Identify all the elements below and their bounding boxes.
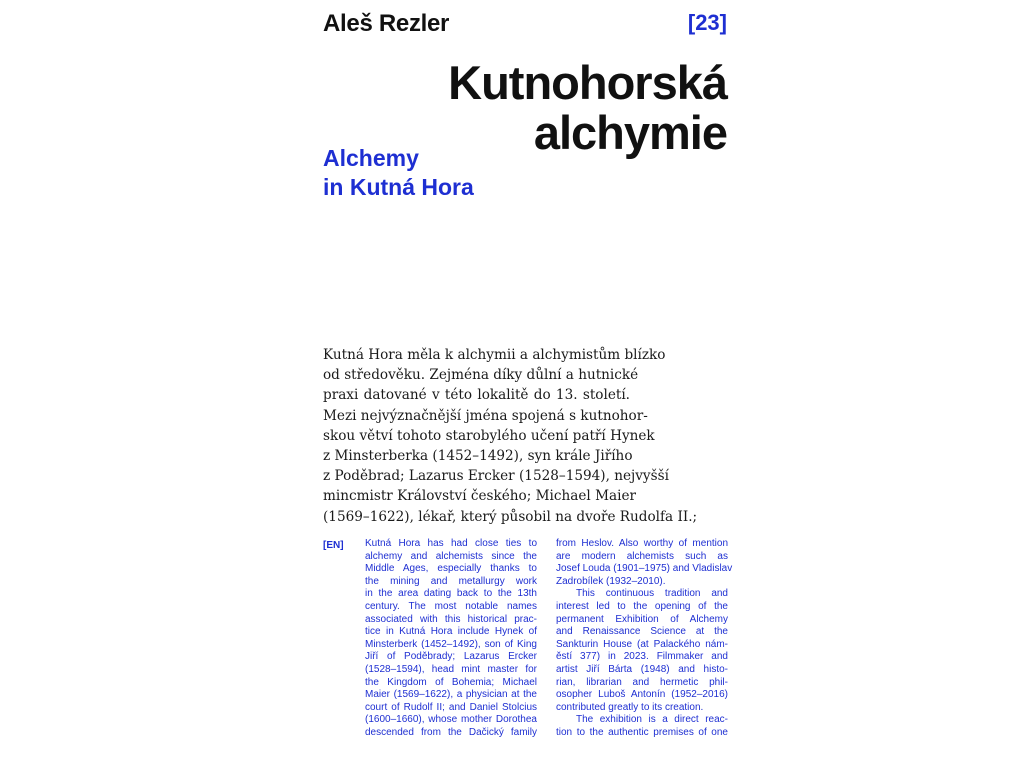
czech-text-line: z Poděbrad; Lazarus Ercker (1528–1594), nejvyšší bbox=[323, 468, 669, 485]
english-title bbox=[323, 144, 474, 202]
english-section-label: [EN] bbox=[323, 540, 344, 551]
english-text-line: Josef Louda (1901–1975) and Vladislav bbox=[556, 563, 733, 575]
english-text-line: permanent Exhibition of Alchemy bbox=[556, 613, 728, 625]
english-text-line: Sankturin House (at Palackého nám- bbox=[556, 638, 728, 650]
english-text-line: ěstí 377) in 2023. Filmmaker and bbox=[556, 651, 728, 663]
english-column-2 bbox=[556, 538, 733, 740]
czech-text-line: Mezi nejvýznačnější jména spojená s kutnohor- bbox=[323, 407, 648, 424]
czech-text-line: od středověku. Zejména díky důlní a hutnické bbox=[323, 367, 639, 384]
czech-title-line: Kutnohorská bbox=[448, 56, 727, 109]
english-text-line: rian, librarian and hermetic phil- bbox=[556, 676, 728, 688]
english-text-line: associated with this historical prac- bbox=[365, 613, 537, 625]
czech-title bbox=[448, 58, 727, 158]
english-text-line: Zadrobílek (1932–2010). bbox=[556, 575, 666, 587]
czech-text-line: Kutná Hora měla k alchymii a alchymistům blízko bbox=[323, 347, 666, 363]
czech-title-line: alchymie bbox=[533, 106, 727, 159]
english-text-line: (1600–1660), whose mother Dorothea bbox=[365, 714, 537, 726]
english-text-line: Kutná Hora has had close ties to bbox=[365, 538, 537, 549]
author-name: Aleš Rezler bbox=[323, 10, 450, 37]
english-text-line: osopher Luboš Antonín (1952–2016) bbox=[556, 689, 728, 701]
english-text-line: from Heslov. Also worthy of mention bbox=[556, 538, 728, 549]
english-text-line: century. The most notable names bbox=[365, 600, 537, 612]
czech-paragraph bbox=[323, 345, 698, 527]
english-text-line: tice in Kutná Hora include Hynek of bbox=[365, 626, 537, 638]
english-column-1 bbox=[365, 538, 537, 740]
english-text-line: Jiří of Poděbrady; Lazarus Ercker bbox=[365, 651, 537, 663]
english-text-line: alchemy and alchemists since the bbox=[365, 550, 537, 562]
english-text-line: court of Rudolf II; and Daniel Stolcius bbox=[365, 701, 537, 713]
english-text-line: Maier (1569–1622), a physician at the bbox=[365, 689, 537, 701]
english-text-line: (1528–1594), head mint master for bbox=[365, 663, 537, 675]
czech-text-line: skou větví tohoto starobylého učení patří Hynek bbox=[323, 427, 655, 444]
english-text-line: the mining and metallurgy work bbox=[365, 575, 537, 587]
czech-text-line: praxi datované v této lokalitě do 13. století. bbox=[323, 387, 630, 404]
english-text-line: descended from the Dačický family bbox=[365, 726, 537, 738]
english-text-line: the Kingdom of Bohemia; Michael bbox=[365, 676, 537, 688]
english-text-line: Minsterberk (1452–1492), son of King bbox=[365, 638, 537, 650]
czech-text-line: z Minsterberka (1452–1492), syn krále Jiřího bbox=[323, 448, 633, 465]
english-title-line: in Kutná Hora bbox=[323, 174, 474, 200]
english-text-line: Middle Ages, especially thanks to bbox=[365, 563, 537, 575]
page-number: [23] bbox=[687, 10, 727, 35]
english-text-line: are modern alchemists such as bbox=[556, 550, 728, 562]
czech-text-line: (1569–1622), lékař, který působil na dvoře Rudolfa II.; bbox=[323, 508, 698, 525]
english-text-line: contributed greatly to its creation. bbox=[556, 701, 704, 713]
czech-text-line: mincmistr Království českého; Michael Maier bbox=[323, 488, 636, 505]
english-text-line: The exhibition is a direct reac- bbox=[576, 714, 728, 726]
english-text-line: This continuous tradition and bbox=[576, 588, 728, 600]
english-text-line: tion to the authentic premises of one bbox=[556, 726, 728, 738]
english-title-line: Alchemy bbox=[323, 145, 419, 171]
english-text-line: in the area dating back to the 13th bbox=[365, 588, 537, 600]
english-text-line: interest led to the opening of the bbox=[556, 600, 728, 612]
english-text-line: and Renaissance Science at the bbox=[556, 626, 728, 638]
english-text-line: artist Jiří Bárta (1948) and histo- bbox=[556, 663, 728, 675]
